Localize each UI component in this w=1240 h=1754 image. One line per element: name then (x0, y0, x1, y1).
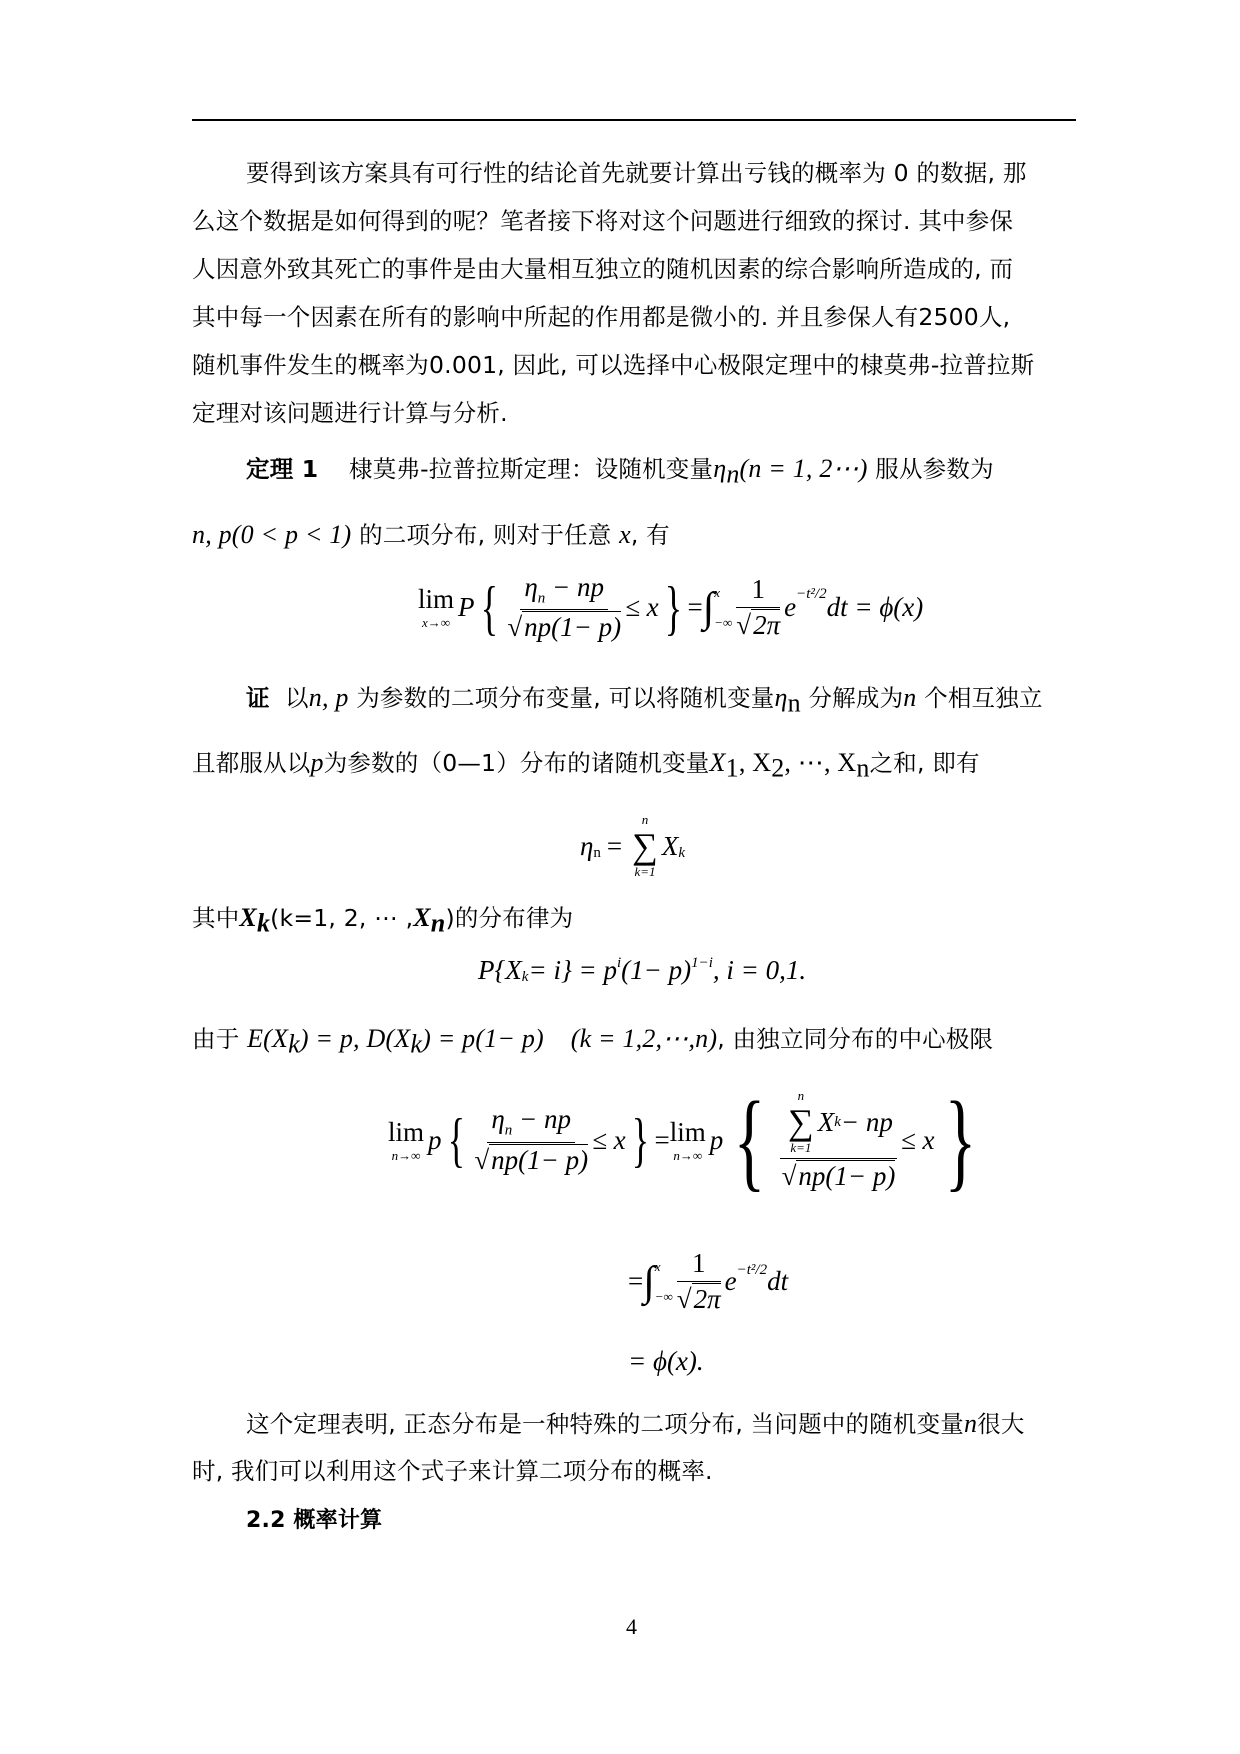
math: η (774, 683, 788, 712)
text: 个相互独立 (924, 684, 1043, 712)
math: n (504, 1122, 513, 1139)
math: k (834, 1113, 841, 1130)
text: )的分布律为 (445, 904, 574, 932)
denominator: √2π (677, 1281, 721, 1315)
math: p (709, 1124, 724, 1155)
math: − np (545, 572, 605, 602)
sum-sign: ∑ (632, 826, 658, 866)
math: η (713, 454, 727, 483)
text: , 由独立同分布的中心极限 (717, 1025, 994, 1053)
math: X (817, 1106, 835, 1137)
math: η (580, 830, 594, 861)
math: n, p (308, 683, 349, 712)
equation-1 (418, 572, 923, 643)
math: x (619, 520, 631, 549)
right-brace: } (945, 1079, 977, 1201)
math: η (491, 1104, 505, 1135)
math: n (787, 688, 801, 718)
right-brace: } (631, 1107, 649, 1173)
math: (n = 1, 2⋯) (739, 454, 868, 483)
integral (703, 584, 733, 632)
math: ≤ x (592, 1124, 626, 1155)
text: 其中 (192, 904, 240, 932)
math: n (430, 908, 446, 938)
equation-5 (628, 1248, 788, 1315)
exponent: −t²/2 (736, 1262, 768, 1278)
text: 由于 (192, 1025, 240, 1053)
lower-limit: −∞ (654, 1288, 673, 1304)
math: dt = ϕ(x) (826, 592, 924, 623)
math: = (628, 1266, 644, 1296)
upper-limit: x (654, 1258, 661, 1274)
denominator: √np(1− p) (474, 1144, 589, 1175)
header-rule (192, 119, 1076, 121)
sqrt-sign: √ (507, 612, 523, 643)
lower-limit: k=1 (634, 864, 656, 879)
math: E(X (247, 1024, 289, 1053)
paragraph-line: 定理对该问题进行计算与分析. (192, 399, 508, 427)
math: ≤ x (625, 592, 659, 623)
integral-sign: ∫ (643, 1258, 655, 1305)
math: np(1− p) (524, 612, 622, 643)
math: = (654, 1124, 670, 1155)
section-heading: 2.2 概率计算 (246, 1508, 383, 1533)
text: 分解成为 (808, 684, 904, 712)
math: , ⋯, X (784, 748, 857, 777)
fraction (736, 574, 780, 641)
math: 2π (753, 610, 781, 641)
math: n (903, 683, 917, 712)
math: = (606, 830, 623, 861)
paragraph-line: 要得到该方案具有可行性的结论首先就要计算出亏钱的概率为 0 的数据, 那 (246, 159, 1027, 187)
exponent: −t²/2 (796, 586, 827, 602)
math: − np (512, 1104, 572, 1135)
equation-6: = ϕ(x). (628, 1346, 704, 1376)
numerator: 1 (691, 1248, 706, 1278)
math: = (687, 592, 703, 623)
lim-sub: n→∞ (391, 1147, 421, 1163)
math: 1−i (691, 955, 713, 971)
page-number: 4 (626, 1614, 637, 1639)
theorem-line (192, 520, 670, 550)
lim-text: lim (669, 1116, 706, 1147)
theorem-line (246, 454, 994, 490)
lim-text: lim (418, 584, 455, 615)
paragraph-line: 随机事件发生的概率为0.001, 因此, 可以选择中心极限定理中的棣莫弗-拉普拉斯 (192, 351, 1035, 379)
math: ≤ x (900, 1124, 935, 1155)
equation-2 (580, 812, 685, 880)
math: 2 (771, 753, 785, 783)
text: 之和, 即有 (869, 749, 980, 777)
math: ) = p, D(X (299, 1024, 411, 1053)
math: − np (840, 1106, 893, 1137)
math: p (428, 1124, 442, 1155)
lim-sub: n→∞ (673, 1147, 703, 1163)
text: 以 (285, 684, 309, 712)
paragraph-line: 人因意外致其死亡的事件是由大量相互独立的随机因素的综合影响所造成的, 而 (192, 255, 1014, 283)
lower-limit: −∞ (714, 614, 733, 630)
math: 2π (693, 1284, 721, 1314)
proof-line (246, 683, 1043, 719)
text: 很大 (977, 1410, 1025, 1438)
theorem-text: 服从参数为 (875, 455, 994, 483)
integral-sign: ∫ (702, 584, 715, 631)
math: k (410, 1029, 423, 1059)
math: n (856, 753, 870, 783)
paragraph-line (246, 1409, 1025, 1439)
fraction (474, 1104, 588, 1175)
math: n (593, 845, 601, 861)
math: 1 (725, 753, 739, 783)
math: i (616, 955, 622, 971)
math: k (521, 969, 529, 985)
denominator (507, 610, 621, 643)
theorem-label: 定理 1 (246, 455, 319, 483)
sum-sign: ∑ (788, 1102, 814, 1142)
lower-limit: k=1 (790, 1140, 812, 1155)
theorem-text: , 有 (630, 521, 670, 549)
math: , i = 0,1. (712, 955, 807, 985)
math: η (524, 572, 538, 602)
text: 为参数的二项分布变量, 可以将随机变量 (356, 684, 775, 712)
text: 为参数的（0—1）分布的诸随机变量 (323, 749, 710, 777)
left-brace: { (733, 1079, 766, 1201)
numerator (780, 1088, 897, 1159)
math: X (239, 903, 257, 932)
fraction (677, 1248, 721, 1315)
paragraph-line: 其中每一个因素在所有的影响中所起的作用都是微小的. 并且参保人有2500人, (192, 303, 1011, 331)
fraction (507, 572, 621, 643)
lim-sub: x→∞ (421, 615, 451, 631)
math: X (661, 830, 679, 861)
integral (643, 1258, 673, 1306)
denominator: √2π (736, 607, 780, 641)
math: k (678, 845, 685, 861)
text-line (192, 1024, 993, 1060)
lim-text: lim (388, 1116, 425, 1147)
math: ) = p(1− p) (k = 1,2,⋯,n) (422, 1024, 718, 1053)
text: 且都服从以 (192, 749, 311, 777)
math: , X (738, 748, 772, 777)
math: P{X (478, 955, 522, 985)
math: e (724, 1266, 737, 1296)
math: = i} = p (528, 955, 617, 985)
math: k (288, 1029, 300, 1059)
fraction (780, 1088, 897, 1192)
limit (388, 1117, 424, 1164)
upper-limit: n (641, 812, 649, 827)
text: (k=1, 2, ⋯ , (270, 904, 414, 932)
limit (670, 1117, 706, 1164)
math: (1− p) (621, 955, 692, 985)
numerator (520, 572, 608, 610)
equation-4 (388, 1079, 987, 1201)
numerator (487, 1104, 575, 1142)
math: dt (767, 1266, 789, 1296)
math: P (458, 592, 475, 623)
upper-limit: n (797, 1088, 805, 1103)
math: n, p(0 < p < 1) (192, 520, 352, 549)
math: np(1− p) (491, 1144, 589, 1175)
math: e (784, 592, 797, 623)
proof-line (192, 748, 980, 784)
math: k (256, 908, 271, 938)
math: X (709, 748, 726, 777)
paragraph-line: 时, 我们可以利用这个式子来计算二项分布的概率. (192, 1457, 713, 1485)
proof-label: 证 (246, 684, 270, 712)
denominator: √np(1− p) (781, 1161, 896, 1191)
theorem-text: 的二项分布, 则对于任意 (359, 521, 612, 549)
left-brace: { (447, 1107, 465, 1173)
upper-limit: x (714, 584, 721, 600)
summation (632, 812, 658, 880)
math: n (537, 590, 546, 607)
math: p (310, 748, 324, 777)
right-brace: } (664, 574, 682, 641)
equation-3 (478, 955, 806, 986)
math: n (726, 459, 740, 489)
left-brace: { (480, 574, 498, 641)
math: X (413, 903, 431, 932)
text-line (192, 903, 573, 939)
math: n (963, 1409, 978, 1438)
math: np(1− p) (798, 1161, 896, 1191)
paragraph-line: 么这个数据是如何得到的呢？笔者接下将对这个问题进行细致的探讨. 其中参保 (192, 207, 1014, 235)
limit (418, 584, 454, 631)
theorem-text: 棣莫弗-拉普拉斯定理：设随机变量 (349, 455, 714, 483)
numerator: 1 (751, 574, 765, 605)
text: 这个定理表明, 正态分布是一种特殊的二项分布, 当问题中的随机变量 (246, 1410, 964, 1438)
